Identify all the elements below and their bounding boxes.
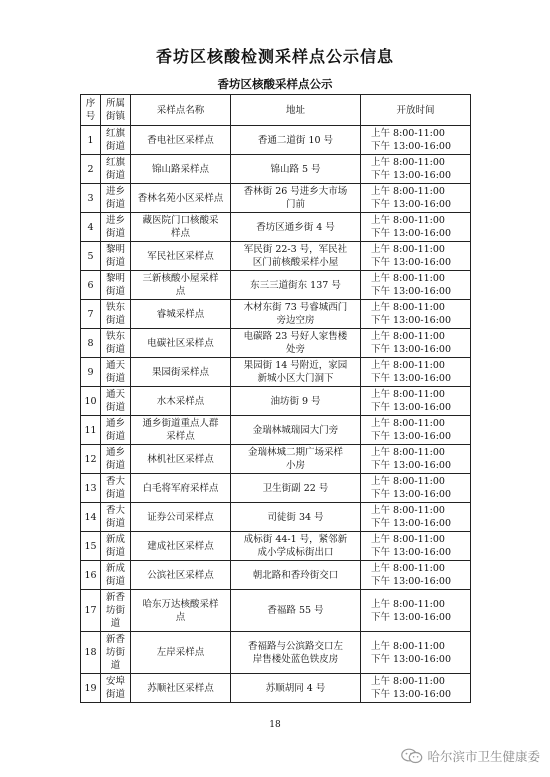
cell-address-line: 金瑞林城瑞园大门旁 [252,424,339,436]
cell-name-line: 证券公司采样点 [147,511,214,523]
hours-afternoon: 下午 13:00-16:00 [371,489,451,500]
cell-address-line: 香福路 55 号 [267,605,324,616]
cell-street [101,213,131,242]
table-row [81,532,471,561]
hours-morning: 上午 8:00-11:00 [371,640,445,652]
cell-name-line: 通乡街道重点人群 [142,418,219,429]
cell-address [231,561,361,590]
cell-hours [361,155,471,184]
cell-hours [361,213,471,242]
cell-street-line: 街道 [105,170,125,181]
cell-no: 4 [81,213,101,242]
cell-street-line: 通天 [105,360,125,371]
cell-address [231,532,361,561]
table-row [81,387,471,416]
hours-afternoon: 下午 13:00-16:00 [371,689,451,700]
hours-afternoon: 下午 13:00-16:00 [371,141,451,152]
cell-hours [361,387,471,416]
cell-address-line: 朝北路和香玲街交口 [252,569,339,581]
header-street-line1: 所属 [105,98,125,109]
hours-morning: 上午 8:00-11:00 [371,505,445,516]
cell-name-line: 点 [175,286,186,297]
watermark [401,747,540,765]
cell-street-line: 坊街 [105,647,125,658]
cell-street [101,358,131,387]
header-name: 采样点名称 [131,95,231,126]
hours-morning: 上午 8:00-11:00 [371,563,445,574]
table-row [81,184,471,213]
cell-name [131,445,231,474]
cell-name [131,590,231,632]
cell-name-line: 香电社区采样点 [147,134,214,146]
cell-street [101,416,131,445]
cell-street [101,329,131,358]
table-title: 香坊区核酸采样点公示 [217,77,333,91]
cell-street [101,445,131,474]
cell-hours [361,674,471,703]
hours-morning: 上午 8:00-11:00 [371,676,445,687]
table-row [81,474,471,503]
cell-street-line: 红旗 [105,157,125,168]
cell-address [231,416,361,445]
cell-street [101,632,131,674]
cell-address-line: 岸售楼处蓝色铁皮房 [252,653,339,665]
hours-morning: 上午 8:00-11:00 [371,302,445,313]
cell-street-line: 道 [110,618,121,629]
hours-afternoon: 下午 13:00-16:00 [371,344,451,355]
cell-address [231,271,361,300]
cell-address-line: 香通二道街 10 号 [257,134,334,146]
table-row [81,416,471,445]
cell-hours [361,474,471,503]
cell-address [231,358,361,387]
header-no-line1: 序 [85,98,96,109]
cell-street-line: 香大 [105,476,125,487]
cell-name-line: 果园街采样点 [151,366,209,378]
cell-name-line: 香林名苑小区采样点 [137,192,224,204]
hours-afternoon: 下午 13:00-16:00 [371,518,451,529]
cell-name-line: 样点 [170,228,190,239]
cell-address-line: 香林街 26 号进乡大市场 [243,186,348,197]
cell-hours [361,271,471,300]
hours-afternoon: 下午 13:00-16:00 [371,170,451,181]
table-row [81,590,471,632]
cell-address [231,590,361,632]
cell-street [101,561,131,590]
hours-afternoon: 下午 13:00-16:00 [371,228,451,239]
cell-no: 7 [81,300,101,329]
cell-hours [361,358,471,387]
cell-name [131,155,231,184]
cell-street-line: 街道 [105,228,125,239]
hours-morning: 上午 8:00-11:00 [371,598,445,610]
cell-name [131,632,231,674]
cell-street-line: 黎明 [105,244,125,255]
cell-hours [361,242,471,271]
cell-address-line: 门前 [285,199,305,210]
cell-street-line: 街道 [105,489,125,500]
cell-address-line: 新城小区大门洞下 [257,373,334,384]
wechat-icon [401,748,423,764]
cell-street-line: 街道 [105,576,125,587]
cell-street-line: 街道 [105,402,125,413]
table-row [81,358,471,387]
hours-morning: 上午 8:00-11:00 [371,418,445,429]
hours-morning: 上午 8:00-11:00 [371,331,445,342]
cell-no: 12 [81,445,101,474]
cell-hours [361,445,471,474]
cell-hours [361,300,471,329]
cell-address-line: 苏顺胡同 4 号 [265,682,326,694]
cell-street-line: 进乡 [105,186,125,197]
table-row [81,242,471,271]
cell-address-line: 金瑞林城二期广场采样 [247,447,343,458]
header-street [101,95,131,126]
cell-address [231,674,361,703]
cell-street [101,474,131,503]
cell-address [231,503,361,532]
cell-address [231,329,361,358]
cell-name [131,213,231,242]
hours-morning: 上午 8:00-11:00 [371,215,445,226]
table-row [81,329,471,358]
cell-name [131,329,231,358]
table-row [81,632,471,674]
cell-hours [361,329,471,358]
cell-name-line: 苏顺社区采样点 [147,682,214,694]
cell-name [131,358,231,387]
cell-hours [361,126,471,155]
cell-street [101,590,131,632]
cell-address-line: 小房 [285,460,305,471]
cell-name [131,503,231,532]
cell-address-line: 香福路与公滨路交口左 [247,640,343,652]
cell-street-line: 香大 [105,505,125,516]
watermark-text: 哈尔滨市卫生健康委 [427,749,540,764]
cell-hours [361,184,471,213]
hours-afternoon: 下午 13:00-16:00 [371,460,451,471]
cell-street [101,532,131,561]
hours-morning: 上午 8:00-11:00 [371,186,445,197]
cell-name-line: 采样点 [166,431,195,442]
cell-street [101,674,131,703]
cell-street [101,300,131,329]
hours-afternoon: 下午 13:00-16:00 [371,431,451,442]
cell-address-line: 司徒街 34 号 [267,511,324,523]
cell-name-line: 左岸采样点 [156,647,205,658]
cell-address [231,632,361,674]
cell-street-line: 红旗 [105,128,125,139]
hours-morning: 上午 8:00-11:00 [371,447,445,458]
cell-street-line: 新成 [105,563,125,574]
cell-name-line: 建成社区采样点 [147,540,214,552]
cell-name [131,387,231,416]
hours-morning: 上午 8:00-11:00 [371,157,445,168]
cell-address-line: 成标街 44-1 号，紧邻新 [243,534,348,545]
cell-name-line: 哈东万达核酸采样 [142,598,219,610]
cell-no: 9 [81,358,101,387]
hours-afternoon: 下午 13:00-16:00 [371,402,451,413]
cell-address-line: 油坊街 9 号 [270,395,321,407]
cell-address-line: 东三三道街东 137 号 [250,279,341,291]
cell-street-line: 铁东 [105,331,125,342]
cell-name-line: 林机社区采样点 [147,453,214,465]
cell-no: 2 [81,155,101,184]
cell-name [131,532,231,561]
cell-street-line: 街道 [105,547,125,558]
header-address: 地址 [231,95,361,126]
cell-no: 18 [81,632,101,674]
cell-street [101,387,131,416]
cell-address [231,474,361,503]
cell-hours [361,532,471,561]
cell-name [131,184,231,213]
hours-morning: 上午 8:00-11:00 [371,273,445,284]
cell-name-line: 水木采样点 [156,395,205,407]
hours-afternoon: 下午 13:00-16:00 [371,611,451,623]
sampling-sites-table [80,94,471,703]
cell-no: 16 [81,561,101,590]
cell-address [231,445,361,474]
hours-afternoon: 下午 13:00-16:00 [371,315,451,326]
cell-name-line: 点 [175,611,186,623]
hours-afternoon: 下午 13:00-16:00 [371,653,451,665]
cell-address-line: 旁边空房 [276,315,315,326]
header-street-line2: 街镇 [105,111,125,122]
cell-no: 10 [81,387,101,416]
cell-name-line: 睿城采样点 [156,308,205,320]
cell-no: 13 [81,474,101,503]
cell-street-line: 新成 [105,534,125,545]
cell-address [231,155,361,184]
hours-morning: 上午 8:00-11:00 [371,389,445,400]
header-no [81,95,101,126]
cell-address [231,242,361,271]
cell-no: 5 [81,242,101,271]
cell-street-line: 街道 [105,689,125,700]
cell-name-line: 电碳社区采样点 [147,337,214,349]
cell-street-line: 通乡 [105,447,125,458]
table-row [81,155,471,184]
table-row [81,674,471,703]
cell-name-line: 三新核酸小屋采样 [142,273,219,284]
hours-morning: 上午 8:00-11:00 [371,360,445,371]
header-no-line2: 号 [85,111,96,122]
table-header-row [81,95,471,126]
cell-address-line: 卫生街副 22 号 [262,482,329,494]
cell-street-line: 街道 [105,141,125,152]
cell-address [231,126,361,155]
hours-morning: 上午 8:00-11:00 [371,244,445,255]
cell-street [101,271,131,300]
cell-hours [361,561,471,590]
table-row [81,503,471,532]
cell-address [231,300,361,329]
cell-address-line: 成小学成标街出口 [257,547,334,558]
cell-street-line: 街道 [105,286,125,297]
cell-street [101,184,131,213]
hours-afternoon: 下午 13:00-16:00 [371,257,451,268]
cell-street-line: 铁东 [105,302,125,313]
table-row [81,126,471,155]
cell-name [131,271,231,300]
cell-no: 17 [81,590,101,632]
cell-name [131,474,231,503]
cell-no: 15 [81,532,101,561]
cell-street-line: 新香 [105,634,125,645]
cell-street-line: 安埠 [105,676,125,687]
cell-name [131,674,231,703]
cell-hours [361,590,471,632]
cell-no: 8 [81,329,101,358]
cell-address [231,213,361,242]
cell-street [101,503,131,532]
hours-afternoon: 下午 13:00-16:00 [371,286,451,297]
cell-street-line: 通乡 [105,418,125,429]
cell-name-line: 白毛将军府采样点 [142,482,219,494]
cell-address [231,387,361,416]
cell-hours [361,416,471,445]
table-row [81,213,471,242]
cell-street-line: 街道 [105,315,125,326]
cell-name-line: 军民社区采样点 [147,250,214,262]
cell-no: 3 [81,184,101,213]
document-title: 香坊区核酸检测采样点公示信息 [155,47,394,66]
cell-address-line: 电碳路 23 号好人家售楼 [243,331,348,342]
hours-afternoon: 下午 13:00-16:00 [371,576,451,587]
hours-afternoon: 下午 13:00-16:00 [371,199,451,210]
cell-no: 6 [81,271,101,300]
cell-street-line: 道 [110,660,121,671]
cell-street-line: 通天 [105,389,125,400]
cell-address [231,184,361,213]
cell-name [131,126,231,155]
hours-morning: 上午 8:00-11:00 [371,534,445,545]
cell-street-line: 进乡 [105,215,125,226]
cell-street-line: 街道 [105,199,125,210]
cell-street-line: 街道 [105,518,125,529]
cell-name [131,561,231,590]
hours-morning: 上午 8:00-11:00 [371,476,445,487]
cell-street-line: 街道 [105,373,125,384]
cell-street-line: 黎明 [105,273,125,284]
cell-address-line: 军民街 22-3 号，军民社 [243,244,348,255]
cell-hours [361,503,471,532]
cell-address-line: 处旁 [285,344,305,355]
cell-address-line: 香坊区通乡街 4 号 [256,221,335,233]
hours-afternoon: 下午 13:00-16:00 [371,547,451,558]
cell-name-line: 藏医院门口核酸采 [142,215,219,226]
cell-name-line: 锦山路采样点 [151,163,209,175]
table-row [81,300,471,329]
cell-street-line: 街道 [105,344,125,355]
cell-street [101,126,131,155]
table-row [81,445,471,474]
cell-address-line: 锦山路 5 号 [270,163,321,175]
hours-afternoon: 下午 13:00-16:00 [371,373,451,384]
cell-no: 19 [81,674,101,703]
cell-address-line: 木材东街 73 号睿城西门 [243,302,348,313]
cell-street [101,242,131,271]
cell-street-line: 街道 [105,431,125,442]
table-row [81,271,471,300]
cell-no: 14 [81,503,101,532]
cell-name-line: 公滨社区采样点 [147,569,214,581]
cell-street-line: 街道 [105,257,125,268]
cell-street [101,155,131,184]
hours-morning: 上午 8:00-11:00 [371,128,445,139]
cell-no: 11 [81,416,101,445]
cell-street-line: 新香 [105,592,125,603]
header-hours: 开放时间 [361,95,471,126]
cell-name [131,416,231,445]
cell-address-line: 区门前核酸采样小屋 [252,257,339,268]
table-row [81,561,471,590]
cell-address-line: 果园街 14 号附近，家园 [243,360,348,371]
cell-name [131,300,231,329]
page-number: 18 [269,720,281,730]
cell-street-line: 街道 [105,460,125,471]
cell-hours [361,632,471,674]
cell-no: 1 [81,126,101,155]
cell-name [131,242,231,271]
cell-street-line: 坊街 [105,605,125,616]
